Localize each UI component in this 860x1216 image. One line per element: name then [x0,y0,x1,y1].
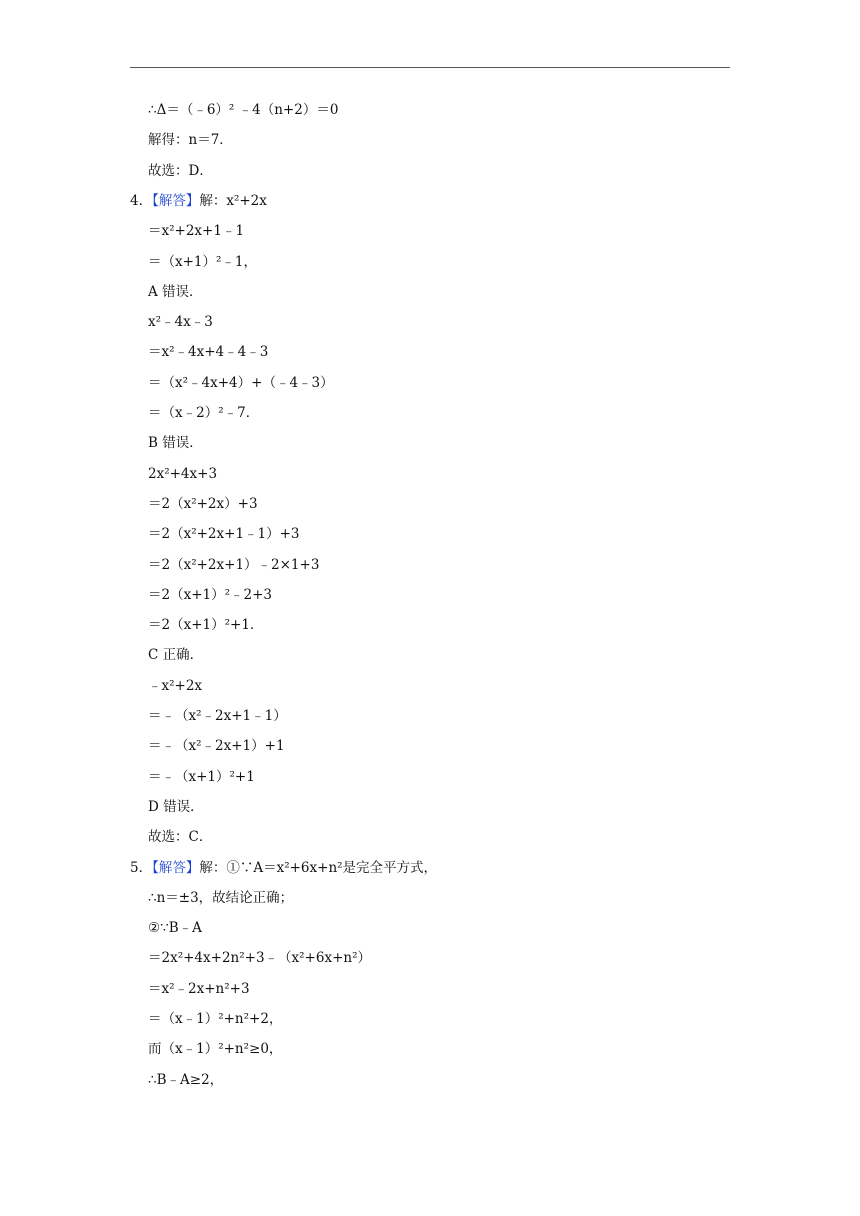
answer-tag: 【解答】 [152,859,200,876]
line-text: ∴B﹣A≥2， [148,1071,224,1088]
text-line [130,860,437,876]
item-number: 5． [130,859,153,876]
text-line [148,981,250,997]
text-line [148,1011,282,1027]
answer-tag: 【解答】 [152,192,200,209]
text-line [148,254,257,270]
line-text: 故选：D． [148,162,213,179]
line-text: B 错误． [148,435,203,452]
line-text: ＝﹣（x²﹣2x+1）+1 [148,738,285,755]
text-line [148,1072,223,1088]
text-line [148,1041,282,1057]
text-line [148,405,259,421]
line-text: ＝﹣（x²﹣2x+1﹣1） [148,708,287,724]
line-text: ＝x²﹣2x+n²+3 [148,980,250,997]
line-text: ＝（x﹣1）²+n²+2， [148,1011,283,1027]
text-line [148,466,217,482]
line-text: 解得：n＝7． [148,132,233,149]
line-text: 2x²+4x+3 [148,465,218,482]
text-line [148,708,287,724]
line-text: ＝2（x+1）²+1． [148,617,264,634]
text-line [148,102,338,118]
line-text: D 错误． [148,798,204,815]
text-line [148,799,204,815]
line-text: ＝x²+2x+1﹣1 [148,223,245,240]
text-line [148,557,319,573]
text-line [148,920,202,936]
item-number: 4． [130,192,153,209]
line-text: ②∵B﹣A [148,920,202,937]
line-text: ＝（x+1）²﹣1， [148,253,258,270]
text-line [148,647,203,663]
line-text: ＝2x²+4x+2n²+3﹣（x²+6x+n²） [148,950,371,967]
text-line [148,284,203,300]
text-line [148,163,213,179]
line-text: ＝（x﹣2）²﹣7． [148,405,260,421]
text-line [148,344,268,360]
line-text: ＝﹣（x+1）²+1 [148,768,255,785]
text-line [148,375,334,391]
text-line [148,223,244,239]
line-text: ＝2（x²+2x+1﹣1）+3 [148,526,300,543]
line-text: 而（x﹣1）²+n²≥0， [148,1041,283,1058]
line-text: ＝x²﹣4x+4﹣4﹣3 [148,344,269,361]
text-line [148,526,300,542]
text-line [130,193,267,209]
text-line [148,769,255,785]
line-text: 解：x²+2x [199,192,267,209]
line-text: ＝2（x²+2x+1）﹣2×1+3 [148,556,320,573]
text-line [148,738,285,754]
text-line [148,587,272,603]
text-line [148,496,258,512]
header-rule [130,67,730,68]
line-text: A 错误． [148,283,203,300]
text-line [148,314,213,330]
line-text: C 正确． [148,647,204,664]
text-line [148,890,293,906]
text-line [148,950,371,966]
text-line [148,435,203,451]
line-text: 故选：C． [148,829,213,846]
line-text: ∴n＝±3，故结论正确； [148,889,294,906]
line-text: x²﹣4x﹣3 [148,314,213,331]
text-line [148,132,233,148]
text-line [148,678,202,694]
line-text: ＝（x²﹣4x+4）+（﹣4﹣3） [148,374,334,391]
text-line [148,617,263,633]
line-text: ﹣x²+2x [148,677,203,694]
line-text: ∴Δ＝（﹣6）² ﹣4（n+2）＝0 [148,102,339,118]
text-line [148,829,212,845]
line-text: 解：①∵A＝x²+6x+n²是完全平方式， [199,859,438,876]
line-text: ＝2（x+1）²﹣2+3 [148,586,273,603]
line-text: ＝2（x²+2x）+3 [148,495,258,512]
